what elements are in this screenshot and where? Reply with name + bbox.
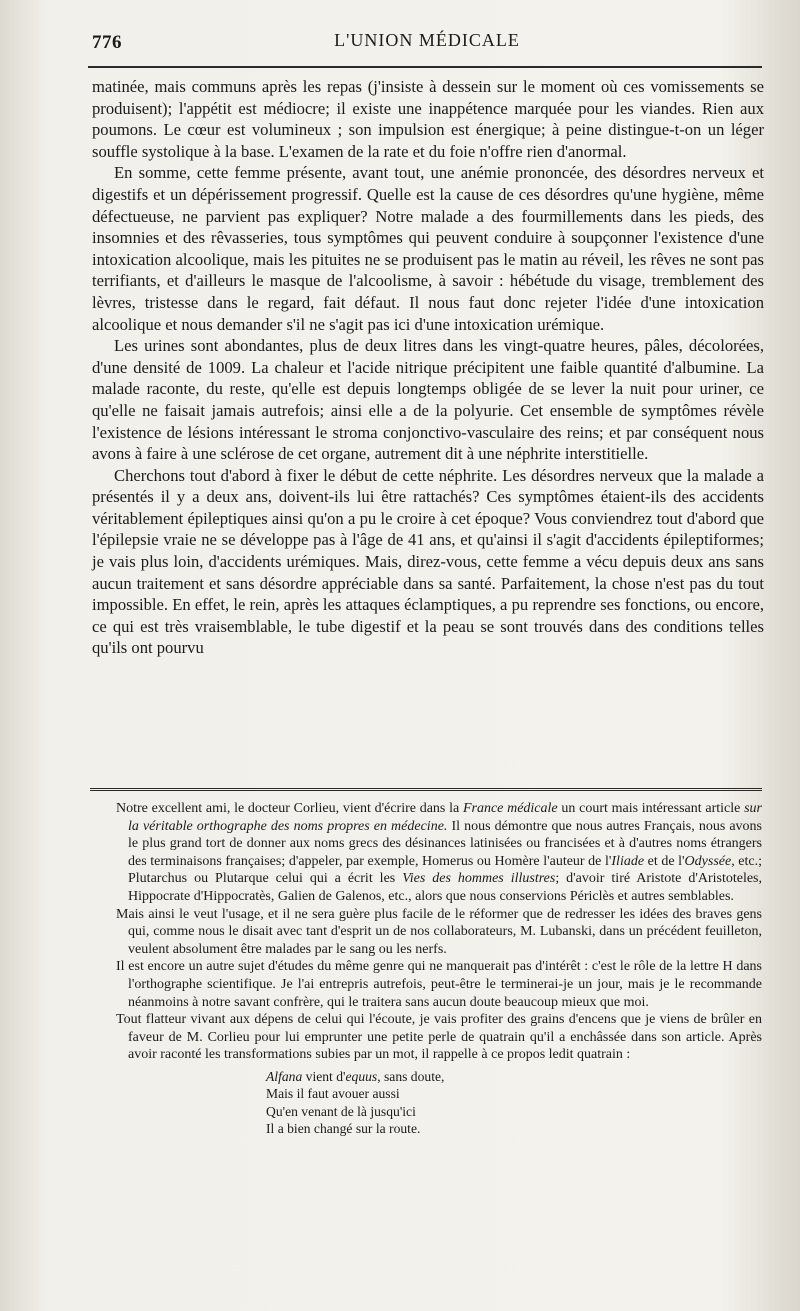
verse-line-4: Il a bien changé sur la route.	[266, 1121, 421, 1137]
note-italic-odyssee: Odyssée	[684, 853, 732, 869]
paragraph-3: Les urines sont abondantes, plus de deux litres dans les vingt-quatre heures, pâles, décolorées, d'une densité de 1009. La chaleur et l'acide nitrique précipitent une faible quantité d'albumine. La malade raconte, du reste, qu'elle est depuis longtemps obligée de se lever la nuit pour uriner, ce qu'elle ne faisait jamais autrefois; ainsi elle a de la polyurie. Cet ensemble de symptômes révèle l'existence de lésions intéressant le stroma conjonctivo-vasculaire des reins; et par conséquent nous avons à faire à une sclérose de cet organe, autrement dit à une néphrite interstitielle.	[92, 336, 764, 464]
note-paragraph-4: Tout flatteur vivant aux dépens de celui qui l'écoute, je vais profiter des grains d'encens que je viens de brûler en faveur de M. Corlieu pour lui emprunter une petite perle de quatrain qu'il a enchâssée dans son article. Après avoir raconté les transformations subies par un mot, il rappelle à ce propos ledit quatrain :	[116, 1012, 762, 1063]
verse-italic: Alfana	[266, 1068, 303, 1084]
page-number: 776	[92, 32, 122, 53]
note-text: un court mais intéressant article	[557, 801, 745, 816]
paragraph-4: Cherchons tout d'abord à fixer le début de cette néphrite. Les désordres nerveux que la malade a présentés il y a deux ans, doivent-ils lui être rattachés? Ces symptômes étaient-ils des accidents véritablement épileptiques ainsi qu'on a pu le croire à cet époque? Vous conviendrez tout d'abord que l'épilepsie vraie ne se développe pas à l'âge de 41 ans, et qu'ainsi il s'agit d'accidents épileptiformes; je vais plus loin, d'accidents urémiques. Mais, direz-vous, cette femme a vécu depuis deux ans sans aucun traitement et sans désordre appréciable dans sa santé. Parfaitement, la chose n'est pas du tout impossible. En effet, le rein, après les attaques éclamptiques, a pu reprendre ses fonctions, ou encore, ce qui est très vraisemblable, le tube digestif et la peau se sont trouvés dans des conditions telles qu'ils ont pourvu	[92, 465, 764, 658]
note-paragraph-2: Mais ainsi le veut l'usage, et il ne sera guère plus facile de le réformer que de redresser les idées des braves gens qui, comme nous le disait avec tant d'esprit un de nos collaborateurs, M. Lubanski, dans un précédent feuilleton, veulent absolument être malades par le sang ou les nerfs.	[116, 906, 762, 957]
verse-line-3: Qu'en venant de là jusqu'ici	[266, 1103, 416, 1119]
note-italic-iliade: Iliade	[611, 853, 645, 869]
main-text	[92, 76, 764, 659]
feuilleton-notes	[116, 800, 762, 1138]
verse-italic: equus	[345, 1068, 378, 1084]
note-paragraph-3: Il est encore un autre sujet d'études du même genre qui ne manquerait pas d'intérêt : c'est le rôle de la lettre H dans l'orthographe scientifique. Je l'ai entrepris autrefois, peut-être le terminerai-je un jour, mais je le recommande néanmoins à notre savant confrère, qui le traitera sans aucun doute beaucoup mieux que moi.	[116, 959, 762, 1010]
note-italic-journal: France médicale	[462, 801, 558, 816]
paragraph-2: En somme, cette femme présente, avant tout, une anémie prononcée, des désordres nerveux et digestifs et un dépérissement progressif. Quelle est la cause de ces désordres qu'une hygiène, même défectueuse, ne parvient pas expliquer? Notre malade a des fourmillements dans les pieds, des insomnies et des rêvasseries, tous symptômes qui peuvent conduire à soupçonner l'existence d'une intoxication alcoolique, mais les pituites ne se produisent pas le matin au réveil, les rêves ne sont pas terrifiants, et d'ailleurs le masque de l'alcoolisme, à savoir : hébétude du visage, tremblement des lèvres, tristesse dans le regard, fait défaut. Il nous faut donc rejeter l'idée d'une intoxication alcoolique et nous demander s'il ne s'agit pas ici d'une intoxication urémique.	[92, 163, 764, 334]
verse-text: vient d'	[302, 1068, 346, 1084]
verse-line-1	[266, 1068, 762, 1085]
quatrain	[266, 1068, 762, 1138]
note-italic-article: sur la véritable orthographe des noms propres en médecine.	[128, 801, 762, 834]
note-text: Notre excellent ami, le docteur Corlieu, vient d'écrire dans la	[116, 801, 463, 816]
paragraph-1: matinée, mais communs après les repas (j'insiste à dessein sur le moment où ces vomissements se produisent); l'appétit est médiocre; il existe une inappétence marquée pour les viandes. Rien aux poumons. Le cœur est volumineux ; son impulsion est énergique; à peine distingue-t-on un léger souffle systolique à la base. L'examen de la rate et du foie n'offre rien d'anormal.	[92, 77, 764, 161]
running-title: L'UNION MÉDICALE	[334, 30, 520, 50]
page-header	[88, 22, 766, 62]
feuilleton-rule	[90, 788, 762, 791]
note-text: Il nous démontre que nous autres Français, nous avons le plus grand tort de donner aux noms grecs des désinances latinisées ou francisées et à d'autres noms étrangers des terminaisons françaises; d'appeler, par exemple, Homerus ou Homère l'auteur de l'	[128, 818, 762, 869]
note-text: ; d'avoir tiré Aristote d'Aristoteles, Hippocrate d'Hippocratès, Galien de Galenos, etc., alors que nous conservions Périclès et autres semblables.	[128, 871, 763, 904]
verse-line-2: Mais il faut avouer aussi	[266, 1086, 400, 1102]
note-text: et de l'	[644, 853, 685, 869]
note-paragraph-1	[116, 800, 762, 906]
header-rule	[88, 66, 762, 68]
note-italic-vies: Vies des hommes illustres	[402, 871, 556, 887]
verse-text: , sans doute,	[377, 1068, 445, 1084]
note-text: , etc.; Plutarchus ou Plutarque celui qui a écrit les	[128, 853, 762, 887]
